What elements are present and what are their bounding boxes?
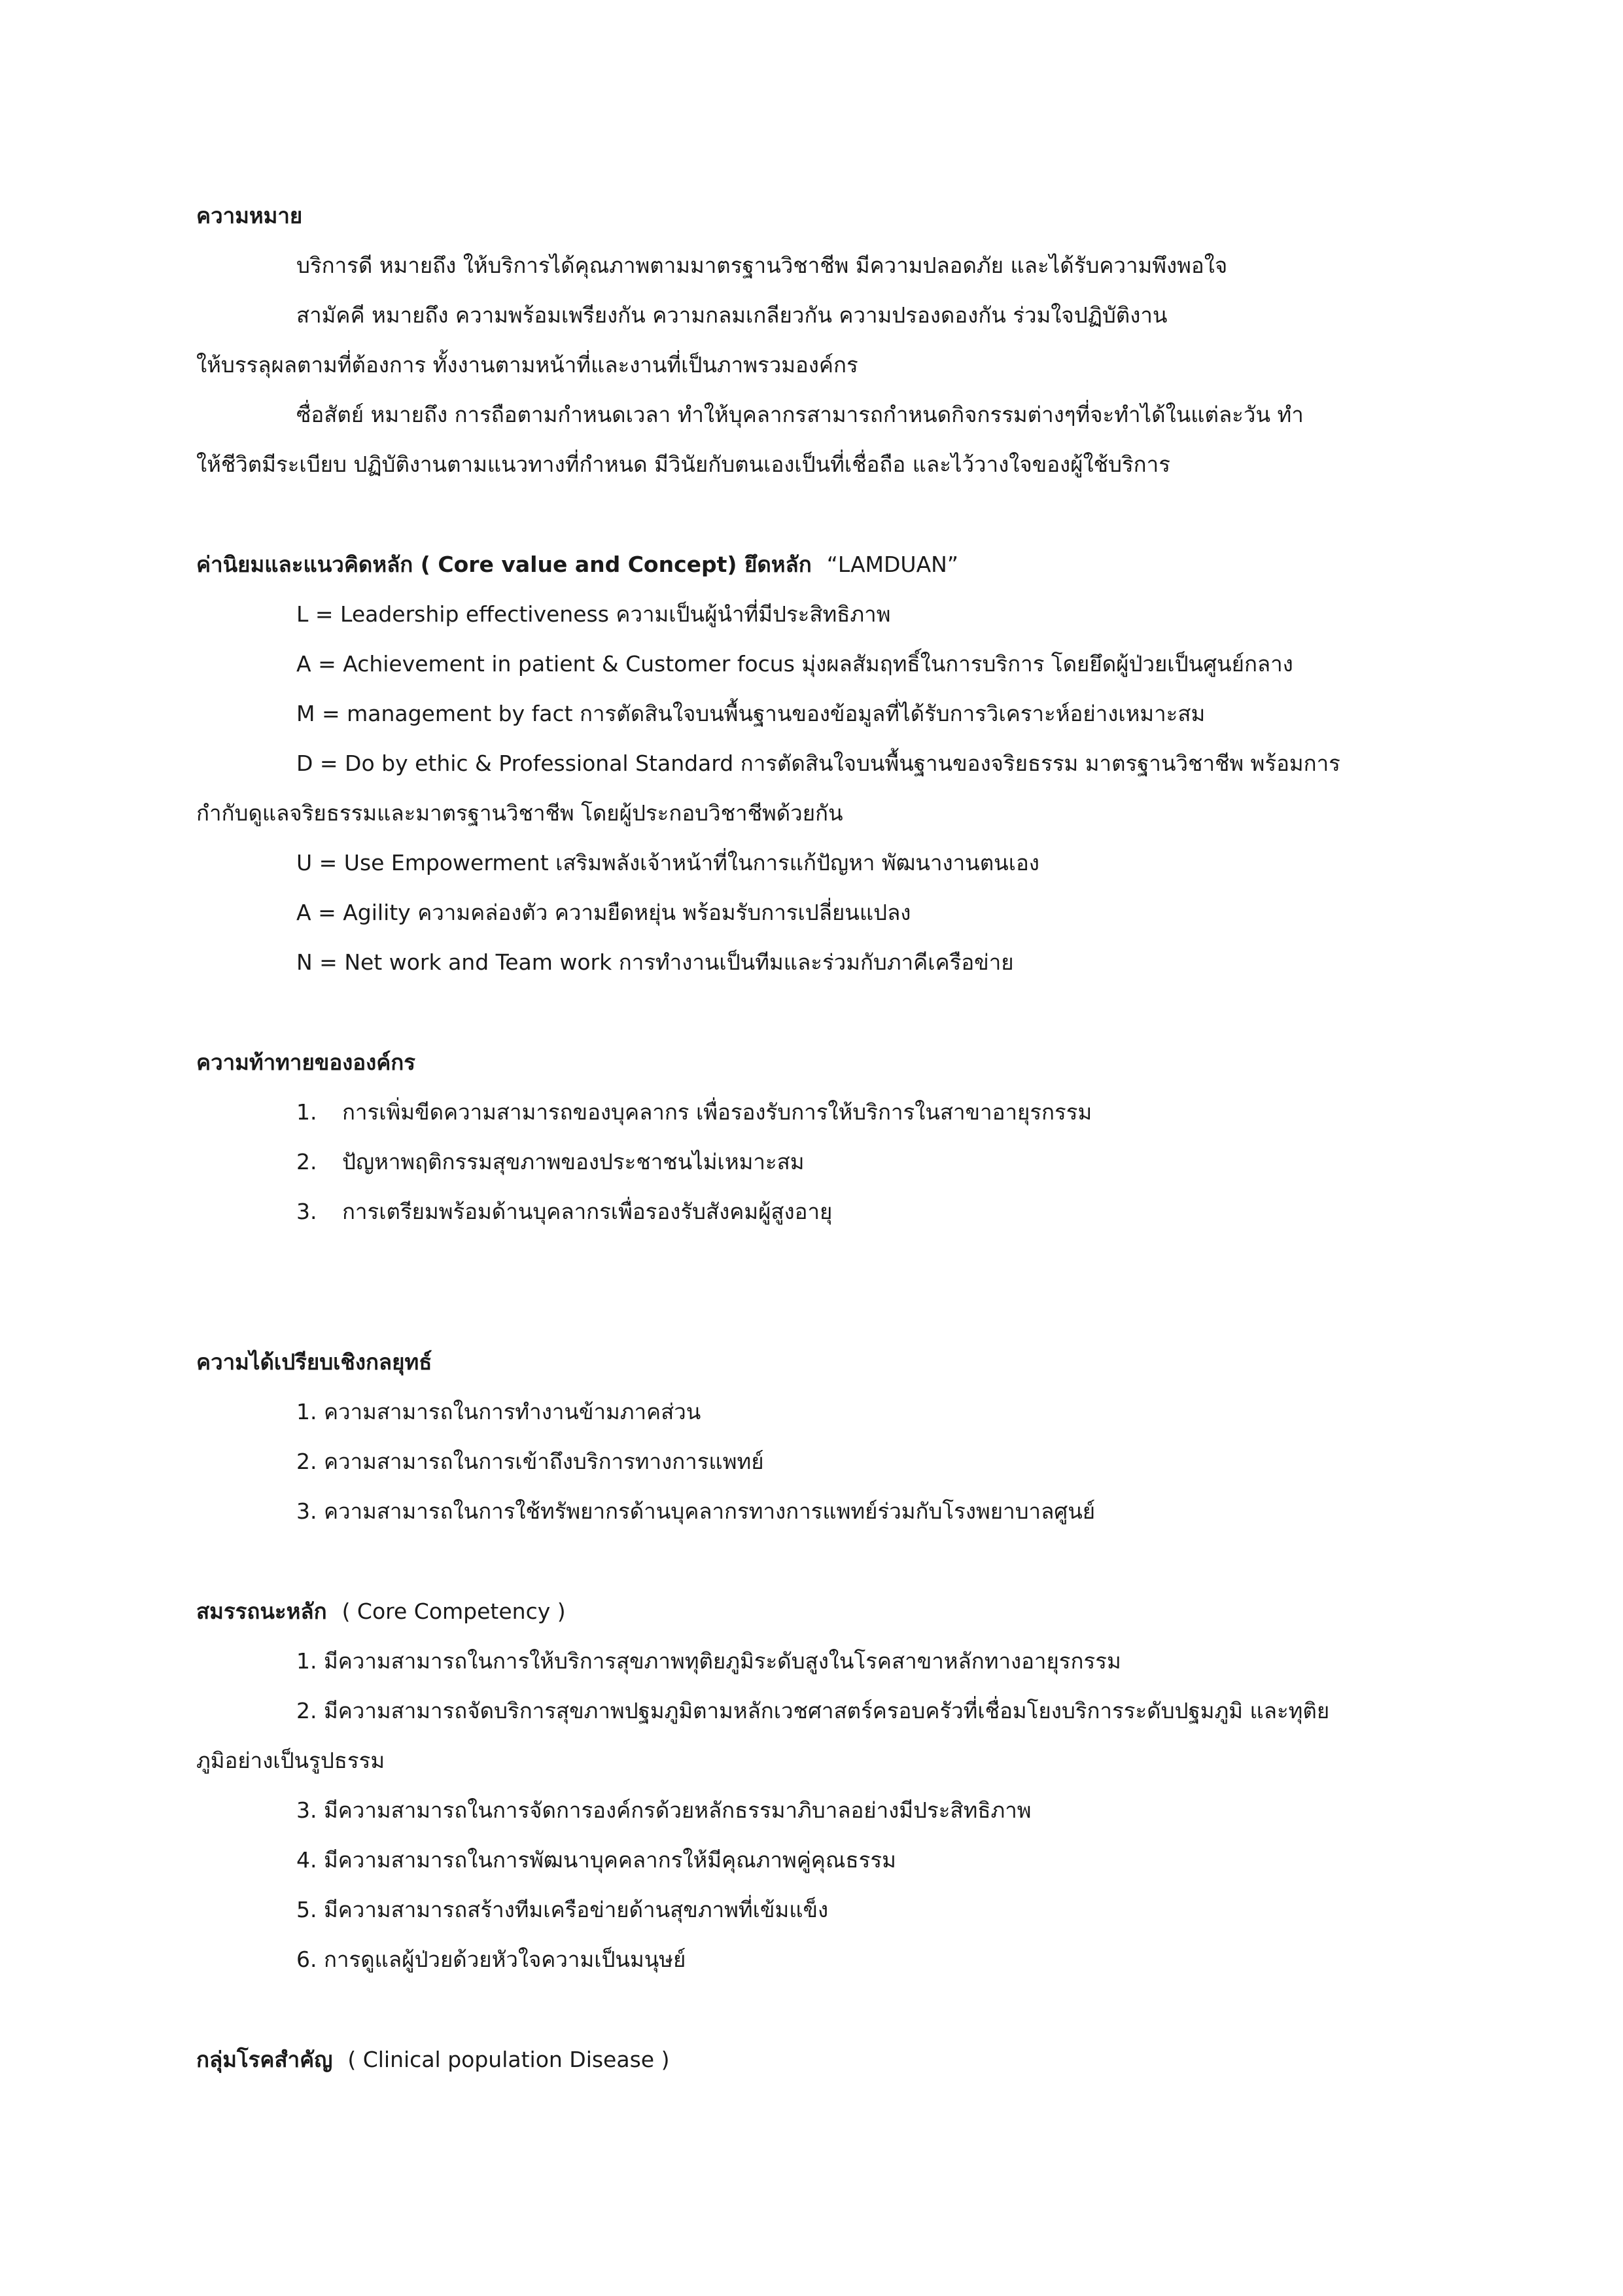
advantages-heading: ความได้เปรียบเชิงกลยุทธ์: [196, 1349, 432, 1375]
competency-item-continuation: ภูมิอย่างเป็นรูปธรรม: [196, 1748, 385, 1773]
competency-heading-text: สมรรถนะหลัก: [196, 1598, 327, 1624]
challenge-text: การเตรียมพร้อมด้านบุคลากรเพื่อรองรับสังคมผู้สูงอายุ: [342, 1199, 833, 1224]
core-value-n: N = Net work and Team work การทำงานเป็นทีมและร่วมกับภาคีเครือข่าย: [296, 949, 1014, 975]
competency-item: 4. มีความสามารถในการพัฒนาบุคคลากรให้มีคุณภาพคู่คุณธรรม: [296, 1847, 896, 1873]
advantage-item: 2. ความสามารถในการเข้าถึงบริการทางการแพทย์: [296, 1449, 764, 1474]
core-value-d-line-1: D = Do by ethic & Professional Standard การตัดสินใจบนพื้นฐานของจริยธรรม มาตรฐานวิชาชีพ พร้อมการ: [296, 751, 1340, 776]
meaning-good-service: บริการดี หมายถึง ให้บริการได้คุณภาพตามมาตรฐานวิชาชีพ มีความปลอดภัย และได้รับความพึงพอใจ: [296, 253, 1228, 278]
competency-item: 2. มีความสามารถจัดบริการสุขภาพปฐมภูมิตามหลักเวชศาสตร์ครอบครัวที่เชื่อมโยงบริการระดับปฐมภูมิ และทุติย: [296, 1698, 1330, 1723]
challenge-item: [296, 1096, 1092, 1129]
challenge-number: 1.: [296, 1099, 317, 1125]
competency-heading: [196, 1595, 566, 1628]
core-values-heading-text: ค่านิยมและแนวคิดหลัก ( Core value and Concept) ยึดหลัก: [196, 552, 812, 577]
disease-heading-suffix: ( Clinical population Disease ): [347, 2047, 670, 2072]
challenges-heading: ความท้าทายขององค์กร: [196, 1050, 415, 1075]
core-values-heading: [196, 548, 958, 581]
advantage-item: 1. ความสามารถในการทำงานข้ามภาคส่วน: [296, 1399, 701, 1424]
core-value-a2: A = Agility ความคล่องตัว ความยืดหยุ่น พร้อมรับการเปลี่ยนแปลง: [296, 900, 911, 925]
core-value-l: L = Leadership effectiveness ความเป็นผู้นำที่มีประสิทธิภาพ: [296, 601, 891, 627]
core-value-a1: A = Achievement in patient & Customer focus มุ่งผลสัมฤทธิ์ในการบริการ โดยยึดผู้ป่วยเป็นศูนย์กลาง: [296, 651, 1293, 677]
challenge-number: 2.: [296, 1149, 317, 1174]
challenge-number: 3.: [296, 1199, 317, 1224]
meaning-heading: ความหมาย: [196, 203, 303, 228]
competency-item: 3. มีความสามารถในการจัดการองค์กรด้วยหลักธรรมาภิบาลอย่างมีประสิทธิภาพ: [296, 1797, 1032, 1823]
core-value-u: U = Use Empowerment เสริมพลังเจ้าหน้าที่ในการแก้ปัญหา พัฒนางานตนเอง: [296, 850, 1039, 875]
disease-heading-text: กลุ่มโรคสำคัญ: [196, 2047, 333, 2072]
challenge-text: ปัญหาพฤติกรรมสุขภาพของประชาชนไม่เหมาะสม: [342, 1149, 805, 1174]
core-value-d-line-2: กำกับดูแลจริยธรรมและมาตรฐานวิชาชีพ โดยผู้ประกอบวิชาชีพด้วยกัน: [196, 800, 843, 826]
competency-item: 5. มีความสามารถสร้างทีมเครือข่ายด้านสุขภาพที่เข้มแข็ง: [296, 1897, 829, 1922]
challenge-item: [296, 1146, 805, 1178]
meaning-unity-line-1: สามัคคี หมายถึง ความพร้อมเพรียงกัน ความกลมเกลียวกัน ความปรองดองกัน ร่วมใจปฏิบัติงาน: [296, 302, 1168, 328]
advantage-item: 3. ความสามารถในการใช้ทรัพยากรด้านบุคลากรทางการแพทย์ร่วมกับโรงพยาบาลศูนย์: [296, 1498, 1096, 1524]
core-value-m: M = management by fact การตัดสินใจบนพื้นฐานของข้อมูลที่ได้รับการวิเคราะห์อย่างเหมาะสม: [296, 701, 1206, 726]
disease-heading: [196, 2043, 669, 2076]
core-values-heading-suffix: “LAMDUAN”: [826, 552, 958, 577]
meaning-honesty-line-2: ให้ชีวิตมีระเบียบ ปฏิบัติงานตามแนวทางที่กำหนด มีวินัยกับตนเองเป็นที่เชื่อถือ และไว้วางใจของผู้ใช้บริการ: [196, 451, 1170, 477]
competency-heading-suffix: ( Core Competency ): [341, 1598, 566, 1624]
challenge-item: [296, 1195, 832, 1228]
challenge-text: การเพิ่มขีดความสามารถของบุคลากร เพื่อรองรับการให้บริการในสาขาอายุรกรรม: [342, 1099, 1092, 1125]
meaning-unity-line-2: ให้บรรลุผลตามที่ต้องการ ทั้งงานตามหน้าที่และงานที่เป็นภาพรวมองค์กร: [196, 352, 858, 378]
competency-item: 1. มีความสามารถในการให้บริการสุขภาพทุติยภูมิระดับสูงในโรคสาขาหลักทางอายุรกรรม: [296, 1648, 1121, 1674]
competency-item: 6. การดูแลผู้ป่วยด้วยหัวใจความเป็นมนุษย์: [296, 1947, 686, 1972]
meaning-honesty-line-1: ซื่อสัตย์ หมายถึง การถือตามกำหนดเวลา ทำให้บุคลากรสามารถกำหนดกิจกรรมต่างๆที่จะทำได้ในแต่ละวัน ทำ: [296, 402, 1304, 427]
